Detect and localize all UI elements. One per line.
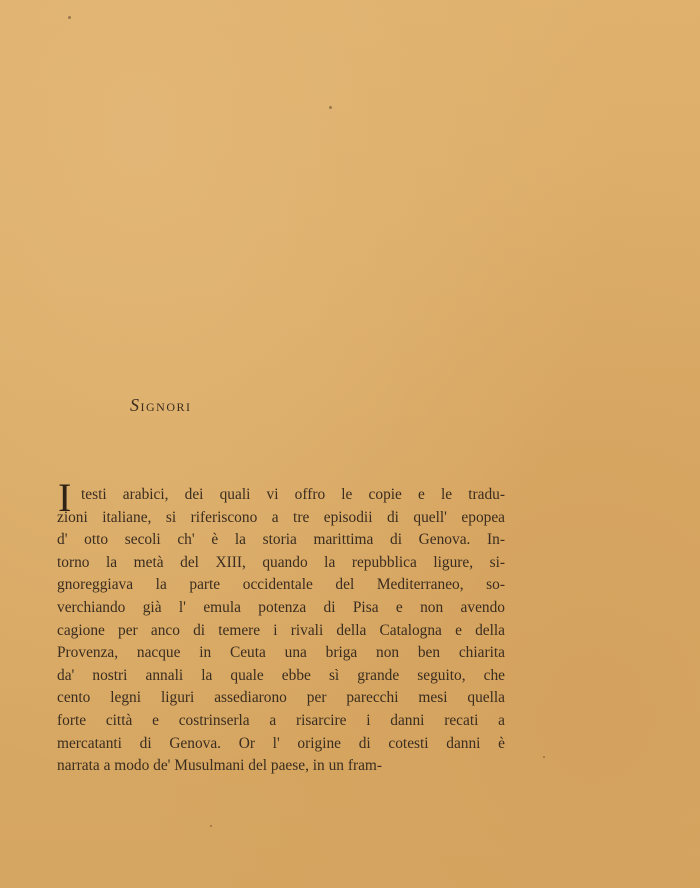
paper-speck bbox=[543, 756, 545, 758]
body-line: d' otto secoli ch' è la storia marittima di Genova. In- bbox=[57, 531, 505, 549]
body-line: da' nostri annali la quale ebbe sì grande seguito, che bbox=[57, 666, 505, 684]
body-paragraph bbox=[57, 484, 505, 778]
heading-rest: IGNORI bbox=[140, 400, 192, 414]
body-line: Provenza, nacque in Ceuta una briga non ben chiarita bbox=[57, 644, 505, 662]
body-line: cagione per anco di temere i rivali della Catalogna e della bbox=[57, 621, 505, 639]
paper-speck bbox=[210, 825, 212, 827]
paper-speck bbox=[329, 106, 332, 109]
paper-speck bbox=[68, 16, 71, 19]
body-line: mercatanti di Genova. Or l' origine di cotesti danni è bbox=[57, 734, 505, 752]
body-line: gnoreggiava la parte occidentale del Mediterraneo, so- bbox=[57, 576, 505, 594]
drop-cap: I bbox=[58, 475, 72, 520]
body-line: cento legni liguri assediarono per parecchi mesi quella bbox=[57, 689, 505, 707]
body-line: zioni italiane, si riferiscono a tre episodii di quell' epopea bbox=[57, 508, 505, 526]
section-heading bbox=[130, 395, 192, 416]
body-line: narrata a modo de' Musulmani del paese, in un fram- bbox=[57, 757, 383, 775]
body-line: testi arabici, dei quali vi offro le copie e le tradu- bbox=[81, 486, 505, 503]
heading-initial: S bbox=[130, 395, 141, 415]
body-line: torno la metà del XIII, quando la repubblica ligure, si- bbox=[57, 553, 505, 571]
body-line: verchiando già l' emula potenza di Pisa e non avendo bbox=[57, 598, 505, 616]
body-line: forte città e costrinserla a risarcire i danni recati a bbox=[57, 711, 505, 729]
